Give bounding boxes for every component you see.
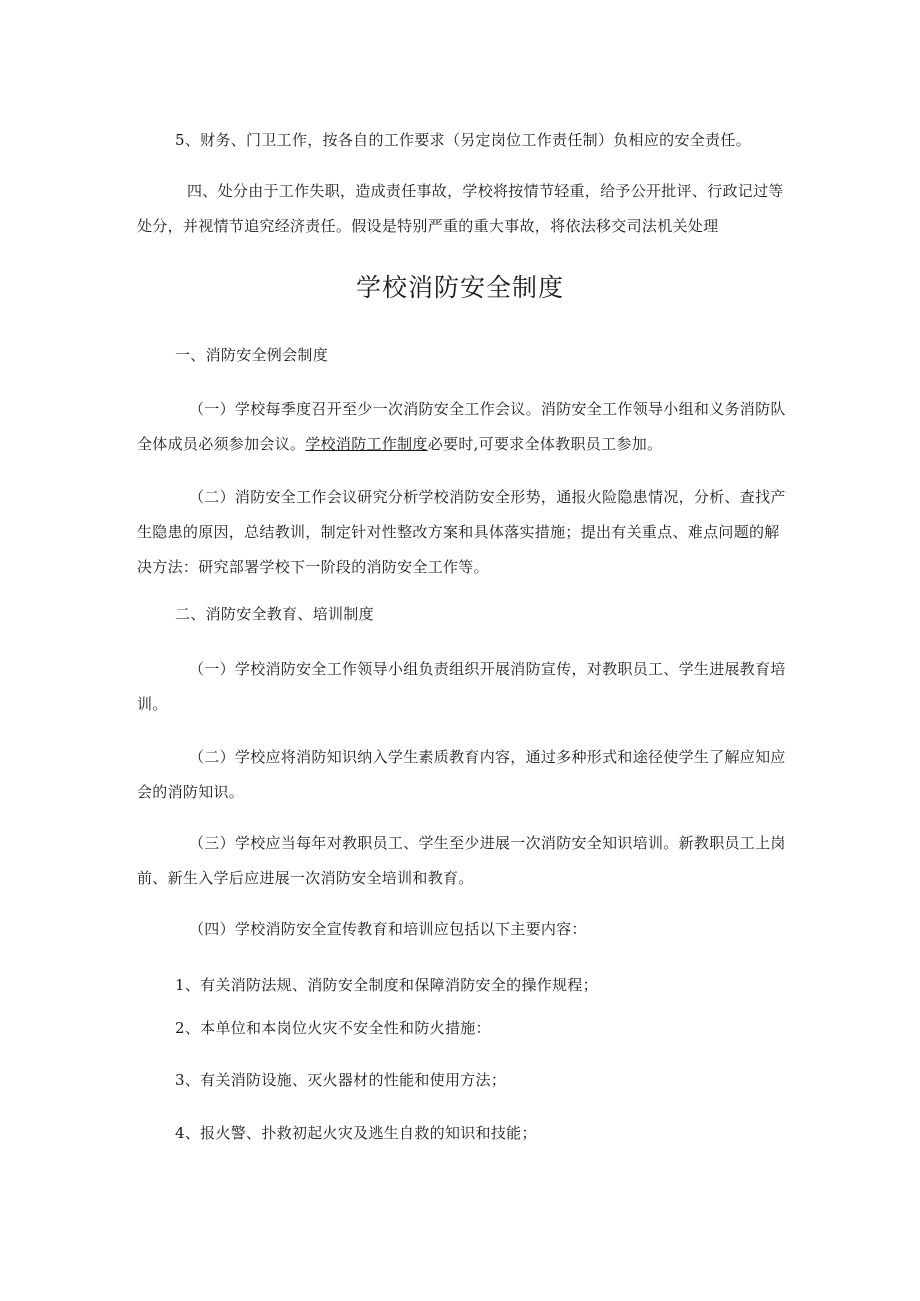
section-1-paragraph-1-text-b: 必要时,可要求全体教职员工参加。 xyxy=(427,435,663,453)
section-1-paragraph-1 xyxy=(137,392,787,462)
paragraph-item-5: 5、财务、门卫工作，按各自的工作要求（另定岗位工作责任制）负相应的安全责任。 xyxy=(175,131,751,149)
list-item: 2、本单位和本岗位火灾不安全性和防火措施： xyxy=(175,1019,491,1037)
section-1-paragraph-2: （二）消防安全工作会议研究分析学校消防安全形势，通报火险隐患情况，分析、查找产生隐患的原因，总结教训，制定针对性整改方案和具体落实措施；提出有关重点、难点问题的解决方法：研究部署学校下一阶段的消防安全工作等。 xyxy=(137,488,786,576)
list-item: 4、报火警、扑救初起火灾及逃生自救的知识和技能； xyxy=(175,1124,537,1142)
list-item: 3、有关消防设施、灭火器材的性能和使用方法； xyxy=(175,1071,507,1089)
list-item: 1、有关消防法规、消防安全制度和保障消防安全的操作规程； xyxy=(175,976,598,994)
document-title: 学校消防安全制度 xyxy=(355,273,564,302)
paragraph-section-4: 四、处分由于工作失职，造成责任事故，学校将按情节轻重，给予公开批评、行政记过等处分，并视情节追究经济责任。假设是特别严重的重大事故，将依法移交司法机关处理 xyxy=(137,182,784,235)
section-1-paragraph-1-text-a: （一）学校每季度召开至少一次消防安全工作会议。消防安全工作领导小组和义务消防队全体成员必须参加会议。 xyxy=(137,400,786,453)
section-1-heading: 一、消防安全例会制度 xyxy=(175,346,329,364)
section-2-paragraph-4: （四）学校消防安全宣传教育和培训应包括以下主要内容： xyxy=(189,920,587,938)
section-2-paragraph-2: （二）学校应将消防知识纳入学生素质教育内容，通过多种形式和途径使学生了解应知应会的消防知识。 xyxy=(137,748,786,801)
section-2-paragraph-3: （三）学校应当每年对教职员工、学生至少进展一次消防安全知识培训。新教职员工上岗前、新生入学后应进展一次消防安全培训和教育。 xyxy=(137,834,786,887)
section-2-heading: 二、消防安全教育、培训制度 xyxy=(175,605,374,623)
section-2-paragraph-1: （一）学校消防安全工作领导小组负责组织开展消防宣传，对教职员工、学生进展教育培训。 xyxy=(137,660,786,713)
fire-work-system-link[interactable]: 学校消防工作制度 xyxy=(305,435,428,453)
